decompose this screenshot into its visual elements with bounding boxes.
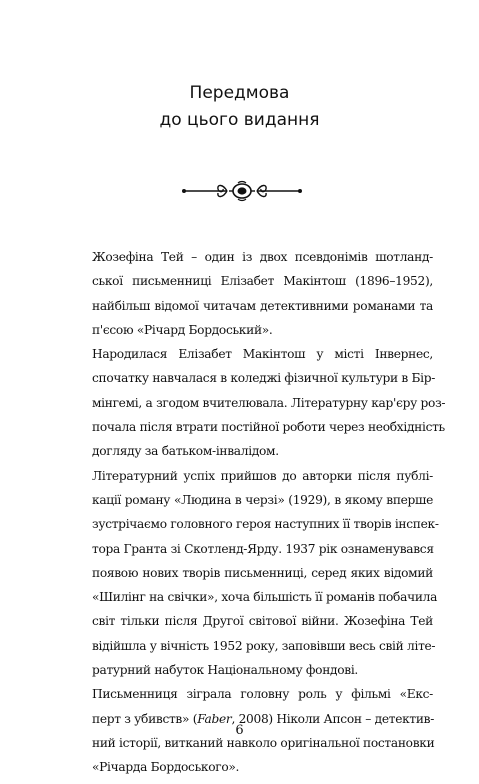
chapter-title-line-2: до цього видання [159,110,320,130]
text-line: Жозефіна Тей – один із двох псевдонімів шотланд- [92,250,433,264]
chapter-title-line-1: Передмова [189,83,290,103]
text-line: спочатку навчалася в коледжі фізичної культури в Бір- [92,371,436,386]
text-line: «Шилінг на свічки», хоча більшість її романів побачила [92,590,438,605]
page-number: 6 [235,723,244,738]
paragraph-2 [69,342,446,463]
text-line: перт з убивств» (Faber, 2008) Ніколи Апсон – детектив- [92,711,435,726]
text-line: ської письменниці Елізабет Макінтош (1896–1952), [92,274,433,289]
text-line: появою нових творів письменниці, серед яких відомий [92,565,433,580]
text-line: кації роману «Людина в черзі» (1929), в якому вперше [92,492,433,507]
paragraph-1 [69,245,433,342]
text-line: мінгемі, а згодом вчителювала. Літературну кар'єру роз- [92,395,446,410]
text-line: найбільш відомої читачам детективними романами та [92,298,433,313]
text-line: Народилася Елізабет Макінтош у місті Інвернес, [92,347,433,362]
preface-body [69,245,446,780]
text-line: «Річарда Бордоського». [92,760,240,775]
text-line: тора Гранта зі Скотленд-Ярду. 1937 рік ознаменувався [92,541,434,556]
text-line: ний історії, витканий навколо оригінальної постановки [92,735,435,750]
text-line: відійшла у вічність 1952 року, заповівши весь свій літе- [92,638,436,653]
decorative-flourish-icon [181,180,303,202]
text-line: п'єсою «Річард Бордоський». [92,322,273,337]
text-line: зустрічаємо головного героя наступних її творів інспек- [92,517,439,532]
text-line: світ тільки після Другої світової війни. Жозефіна Тей [92,614,433,629]
text-line: ратурний набуток Національному фондові. [92,663,358,678]
text-line: Літературний успіх прийшов до авторки після публі- [92,468,433,483]
text-line: почала після втрати постійної роботи через необхідність [92,420,445,435]
text-line: Письменниця зіграла головну роль у фільмі «Екс- [92,687,433,702]
paragraph-3 [69,464,439,683]
text-line: догляду за батьком-інвалідом. [92,444,279,459]
